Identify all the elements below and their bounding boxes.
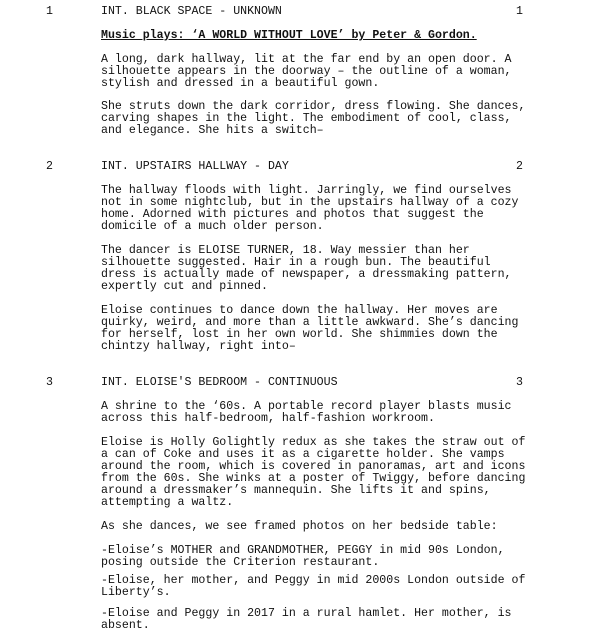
scene-number-right: 3 <box>516 376 523 389</box>
scene-number-left: 3 <box>46 376 53 389</box>
action-paragraph: Eloise is Holly Golightly redux as she takes the straw out of a can of Coke and uses it as a cigarette holder. She vamps around the room, which is covered in panoramas, art and icons from the 60s. She winks at a poster of Twiggy, before dancing around a dressmaker’s mannequin. She lifts it and spins, attempting a waltz. <box>101 436 526 509</box>
action-paragraph: Eloise continues to dance down the hallway. Her moves are quirky, weird, and more than a little awkward. She’s dancing for herself, lost in her own world. She shimmies down the chintzy hallway, right into– <box>101 304 519 353</box>
scene-number-left: 2 <box>46 160 53 173</box>
action-paragraph: As she dances, we see framed photos on her bedside table: <box>101 520 498 533</box>
scene-heading: INT. UPSTAIRS HALLWAY - DAY <box>101 160 289 173</box>
action-paragraph: A long, dark hallway, lit at the far end by an open door. A silhouette appears in the doorway – the outline of a woman, stylish and dressed in a beautiful gown. <box>101 53 512 90</box>
action-paragraph: She struts down the dark corridor, dress flowing. She dances, carving shapes in the light. The embodiment of cool, class, and elegance. She hits a switch– <box>101 100 526 137</box>
action-paragraph: -Eloise’s MOTHER and GRANDMOTHER, PEGGY in mid 90s London, posing outside the Criterion restaurant. <box>101 544 505 569</box>
music-cue: Music plays: ‘A WORLD WITHOUT LOVE’ by Peter & Gordon. <box>101 29 477 42</box>
scene-heading: INT. ELOISE'S BEDROOM - CONTINUOUS <box>101 376 338 389</box>
action-paragraph: -Eloise, her mother, and Peggy in mid 2000s London outside of Liberty’s. <box>101 574 526 599</box>
action-paragraph: A shrine to the ‘60s. A portable record player blasts music across this half-bedroom, half-fashion workroom. <box>101 400 512 425</box>
action-paragraph: The dancer is ELOISE TURNER, 18. Way messier than her silhouette suggested. Hair in a rough bun. The beautiful dress is actually made of newspaper, a dressmaking pattern, expertly cut and pinned. <box>101 244 512 293</box>
scene-number-right: 2 <box>516 160 523 173</box>
action-paragraph: -Eloise and Peggy in 2017 in a rural hamlet. Her mother, is absent. <box>101 607 512 632</box>
scene-heading: INT. BLACK SPACE - UNKNOWN <box>101 5 282 18</box>
action-paragraph: The hallway floods with light. Jarringly, we find ourselves not in some nightclub, but in the upstairs hallway of a cozy home. Adorned with pictures and photos that suggest the domicile of a much older person. <box>101 184 519 233</box>
scene-number-right: 1 <box>516 5 523 18</box>
scene-number-left: 1 <box>46 5 53 18</box>
